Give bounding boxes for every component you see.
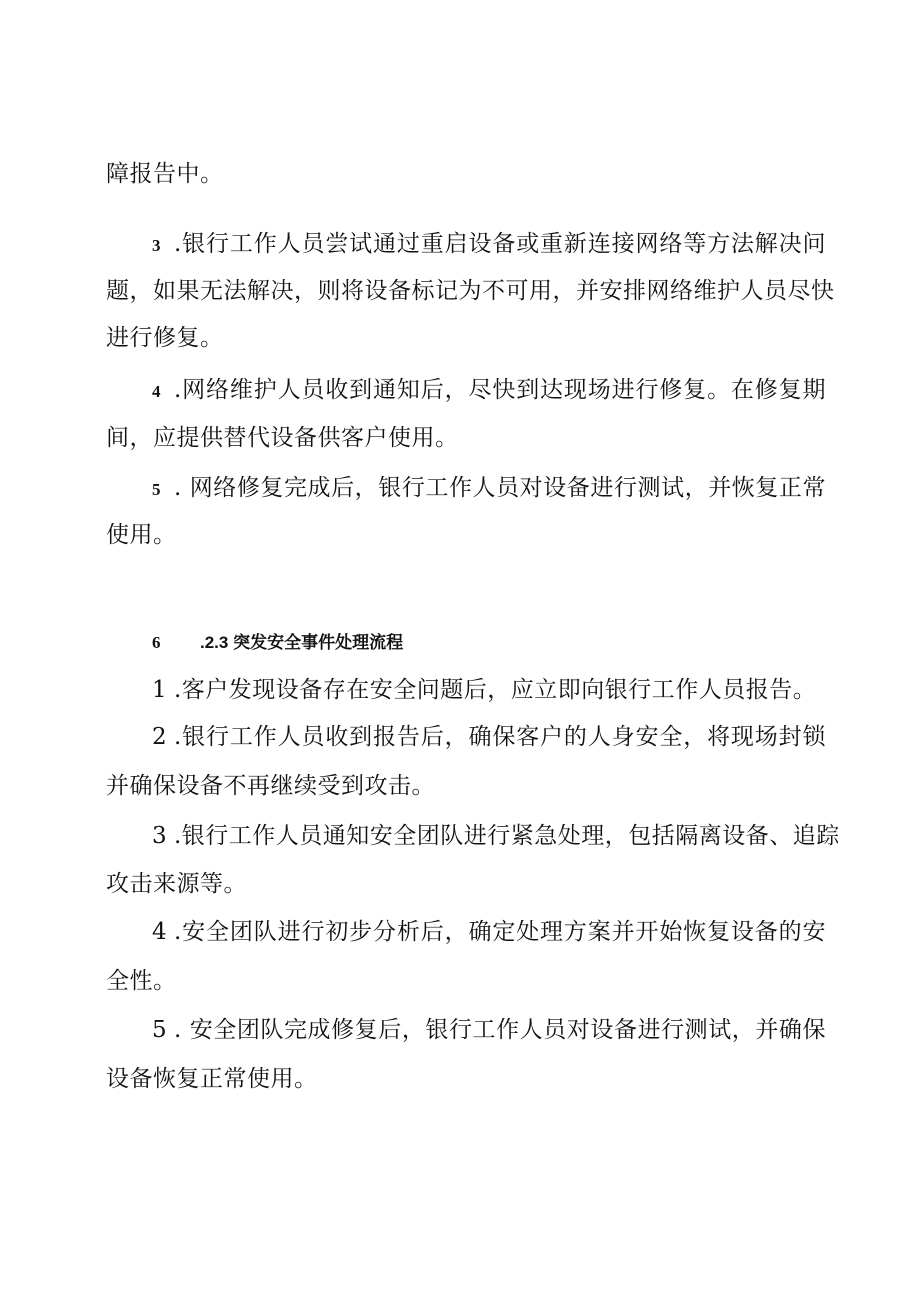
line-text: . 安全团队完成修复后，银行工作人员对设备进行测试，并确保: [174, 1017, 826, 1043]
heading-number: 6: [152, 633, 161, 652]
line-text: .银行工作人员通知安全团队进行紧急处理，包括隔离设备、追踪: [174, 823, 840, 849]
paragraph-line: [106, 276, 835, 306]
list-number: 5: [152, 1017, 168, 1043]
list-item-4b: [152, 917, 826, 947]
list-item-5: [152, 473, 826, 505]
list-number: 3: [152, 823, 168, 849]
list-item-1: [152, 675, 826, 705]
line-text: 进行修复。: [106, 325, 224, 351]
paragraph-line: [106, 1064, 826, 1094]
line-text: 设备恢复正常使用。: [106, 1066, 318, 1092]
paragraph-line: [106, 520, 826, 550]
heading-text: .2.3 突发安全事件处理流程: [200, 633, 404, 652]
paragraph-line: [106, 966, 826, 996]
list-item-3: [152, 229, 826, 261]
line-text: 障报告中。: [106, 161, 224, 187]
list-number: 5: [152, 480, 161, 499]
paragraph-line: [106, 423, 826, 453]
line-text: . 网络修复完成后，银行工作人员对设备进行测试，并恢复正常: [174, 475, 826, 501]
list-item-4: [152, 375, 826, 407]
list-item-5b: [152, 1015, 826, 1045]
line-text: 题，如果无法解决，则将设备标记为不可用，并安排网络维护人员尽快: [106, 278, 835, 304]
line-text: .客户发现设备存在安全问题后，应立即向银行工作人员报告。: [174, 677, 817, 703]
paragraph-line: [106, 323, 826, 353]
line-text: .银行工作人员收到报告后，确保客户的人身安全，将现场封锁: [174, 724, 826, 750]
line-text: .网络维护人员收到通知后，尽快到达现场进行修复。在修复期: [174, 377, 826, 403]
list-number: 1: [152, 677, 168, 703]
paragraph-line: [106, 869, 826, 899]
section-heading: [152, 631, 403, 655]
list-item-3b: [152, 821, 840, 851]
line-text: 攻击来源等。: [106, 871, 247, 897]
list-number: 2: [152, 724, 168, 750]
paragraph-line: [106, 771, 826, 801]
line-text: 并确保设备不再继续受到攻击。: [106, 773, 435, 799]
line-text: 使用。: [106, 522, 177, 548]
line-text: .安全团队进行初步分析后，确定处理方案并开始恢复设备的安: [174, 919, 826, 945]
list-number: 4: [152, 919, 168, 945]
list-number: 3: [152, 236, 161, 255]
paragraph-line: [106, 159, 826, 189]
list-item-2: [152, 722, 826, 752]
line-text: 全性。: [106, 968, 177, 994]
list-number: 4: [152, 382, 161, 401]
line-text: .银行工作人员尝试通过重启设备或重新连接网络等方法解决问: [174, 231, 826, 257]
line-text: 间，应提供替代设备供客户使用。: [106, 425, 459, 451]
